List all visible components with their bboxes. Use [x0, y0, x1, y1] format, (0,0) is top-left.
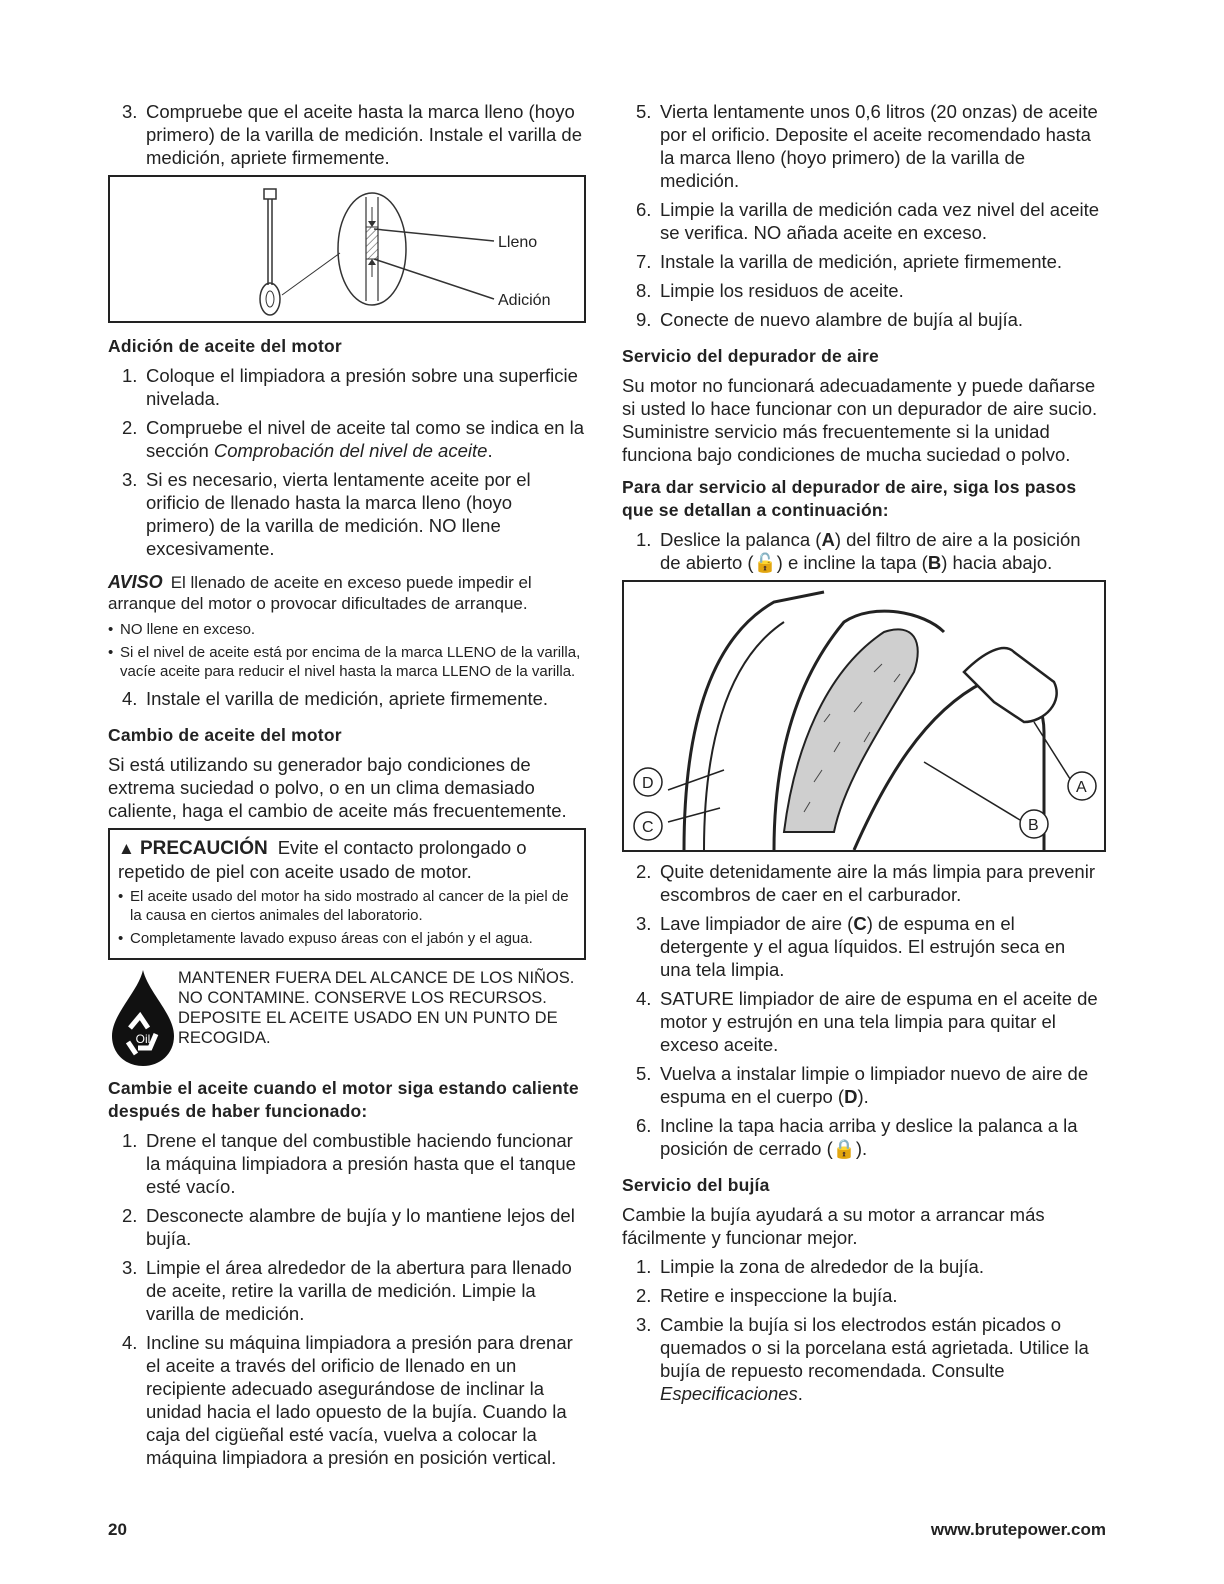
hot-change-steps [108, 1129, 586, 1469]
list-item: • Si el nivel de aceite está por encima de la marca LLENO de la varilla, vacíe aceite para reducir el nivel hasta la marca LLENO de la varilla. [108, 643, 586, 681]
list-item: 2. Quite detenidamente aire la más limpia para prevenir escombros de caer en el carburador. [636, 861, 1095, 905]
list-item: 3. Limpie el área alrededor de la abertura para llenado de aceite, retire la varilla de medición. Limpie la varilla de medición. [122, 1257, 572, 1324]
list-item: 2. Retire e inspeccione la bujía. [636, 1285, 898, 1306]
final-step [108, 687, 586, 710]
caution-text: Evite el contacto prolongado o repetido de piel con aceite usado de motor. [118, 837, 527, 882]
list-item: 4. Instale el varilla de medición, apriete firmemente. [122, 688, 549, 709]
list-item: 1. Drene el tanque del combustible haciendo funcionar la máquina limpiadora a presión hasta que el tanque esté vacío. [122, 1130, 576, 1197]
list-item: 6. Incline la tapa hacia arriba y deslice la palanca a la posición de cerrado (🔒). [636, 1115, 1078, 1159]
add-oil-steps-continued [622, 100, 1100, 331]
air-cleaner-figure [622, 580, 1106, 852]
air-cleaner-illustration [624, 582, 1104, 850]
caution-box [108, 828, 586, 960]
list-item: 4. SATURE limpiador de aire de espuma en el aceite de motor y estrujón en una tela limpia para quitar el exceso aceite. [636, 988, 1098, 1055]
air-cleaner-steps [622, 860, 1100, 1160]
hot-change-heading: Cambie el aceite cuando el motor siga estando caliente después de haber funcionado: [108, 1078, 579, 1121]
callout-b: B [1028, 817, 1039, 834]
list-item: 7. Instale la varilla de medición, apriete firmemente. [636, 251, 1063, 272]
website-link[interactable]: www.brutepower.com [930, 1520, 1106, 1539]
change-oil-text: Si está utilizando su generador bajo condiciones de extrema suciedad o polvo, o en un clima demasiado caliente, haga el cambio de aceite más frecuentemente. [108, 754, 567, 821]
caution-bullets [118, 887, 576, 948]
list-item: • Completamente lavado expuso áreas con el jabón y el agua. [118, 929, 576, 948]
oil-drop-recycle-icon [108, 968, 178, 1073]
add-mark-label: Adición [498, 292, 551, 309]
list-item [108, 100, 586, 169]
list-item: 6. Limpie la varilla de medición cada vez nivel del aceite se verifica. NO añada aceite en exceso. [636, 199, 1100, 243]
list-item: 3. Cambie la bujía si los electrodos están picados o quemados o si la porcelana está agrietada. Utilice la bujía de repuesto recomendada. Consulte Especificaciones. [636, 1314, 1089, 1404]
step-text: Compruebe que el aceite hasta la marca lleno (hoyo primero) de la varilla de medición. Instale el varilla de medición, apriete firmemente. [146, 101, 582, 168]
list-item: 8. Limpie los residuos de aceite. [636, 280, 904, 301]
callout-d: D [642, 775, 654, 792]
page-number: 20 [108, 1520, 127, 1539]
spark-plug-steps [622, 1255, 1100, 1405]
step-number: 3. [122, 101, 138, 122]
warning-triangle-icon: ▲ [118, 839, 135, 858]
unlock-icon: 🔓 [753, 552, 777, 573]
list-item: 2. Desconecte alambre de bujía y lo mantiene lejos del bujía. [122, 1205, 575, 1249]
add-oil-heading: Adición de aceite del motor [108, 336, 342, 356]
list-item: • NO llene en exceso. [108, 620, 586, 639]
add-oil-steps [108, 364, 586, 560]
caution-label: PRECAUCIÓN [139, 838, 268, 859]
callout-c: C [642, 819, 654, 836]
dipstick-figure [108, 175, 586, 323]
recycle-notice [108, 968, 586, 1073]
section-reference: Especificaciones [660, 1383, 798, 1404]
left-column [108, 100, 586, 1475]
full-mark-label: Lleno [498, 234, 538, 251]
list-item: • El aceite usado del motor ha sido mostrado al cancer de la piel de la causa en ciertos animales del laboratorio. [118, 887, 576, 925]
list-item: 3. Lave limpiador de aire (C) de espuma en el detergente y el agua líquidos. El estrujón seca en una tela limpia. [636, 913, 1066, 980]
change-oil-heading: Cambio de aceite del motor [108, 725, 342, 745]
list-item: 4. Incline su máquina limpiadora a presión para drenar el aceite a través del orificio de llenado en un recipiente adecuado asegurándose de inclinar la unidad hacia el lado opuesto de la bujía. Cuando la caja del cigüeñal esté vacía, vuelva a colocar la máquina limpiadora a presión en posición vertical. [122, 1332, 573, 1468]
list-item: 9. Conecte de nuevo alambre de bujía al bujía. [636, 309, 1024, 330]
list-item: 3. Si es necesario, vierta lentamente aceite por el orificio de llenado hasta la marca lleno (hoyo primero) de la varilla de medición. NO llene excesivamente. [122, 469, 531, 559]
section-reference: Comprobación del nivel de aceite [213, 440, 488, 461]
list-item: 5. Vierta lentamente unos 0,6 litros (20 onzas) de aceite por el orificio. Deposite el aceite recomendado hasta la marca lleno (hoyo primero) de la varilla de medición. [636, 101, 1098, 191]
right-column [622, 100, 1100, 1411]
list-item: 1. Deslice la palanca (A) del filtro de aire a la posición de abierto (🔓) e incline la tapa (B) hacia abajo. [636, 529, 1081, 573]
air-cleaner-subheading: Para dar servicio al depurador de aire, siga los pasos que se detallan a continuación: [622, 477, 1077, 520]
check-oil-steps [108, 100, 586, 169]
notice-block [108, 572, 586, 681]
list-item: 1. Coloque el limpiadora a presión sobre una superficie nivelada. [122, 365, 578, 409]
list-item: 2. Compruebe el nivel de aceite tal como se indica en la sección Comprobación del nivel de aceite. [122, 417, 585, 461]
air-cleaner-heading: Servicio del depurador de aire [622, 346, 879, 366]
oil-icon-label: Oil [135, 1032, 151, 1046]
recycle-text: MANTENER FUERA DEL ALCANCE DE LOS NIÑOS. NO CONTAMINE. CONSERVE LOS RECURSOS. DEPOSITE EL ACEITE USADO EN UN PUNTO DE RECOGIDA. [178, 969, 575, 1047]
notice-text: El llenado de aceite en exceso puede impedir el arranque del motor o provocar dificultades de arranque. [108, 573, 532, 613]
spark-plug-heading: Servicio del bujía [622, 1175, 770, 1195]
spark-plug-text: Cambie la bujía ayudará a su motor a arrancar más fácilmente y funcionar mejor. [622, 1204, 1045, 1248]
list-item: 5. Vuelva a instalar limpie o limpiador nuevo de aire de espuma en el cuerpo (D). [636, 1063, 1089, 1107]
air-cleaner-step-1 [622, 528, 1100, 574]
air-cleaner-text: Su motor no funcionará adecuadamente y puede dañarse si usted lo hace funcionar con un depurador de aire sucio. Suministre servicio más frecuentemente si la unidad funciona bajo condiciones de mucha suciedad o polvo. [622, 375, 1098, 465]
list-item: 1. Limpie la zona de alrededor de la bujía. [636, 1256, 984, 1277]
notice-bullets [108, 620, 586, 681]
lock-icon: 🔒 [832, 1138, 856, 1159]
callout-a: A [1076, 779, 1087, 796]
notice-label: AVISO [108, 572, 163, 592]
